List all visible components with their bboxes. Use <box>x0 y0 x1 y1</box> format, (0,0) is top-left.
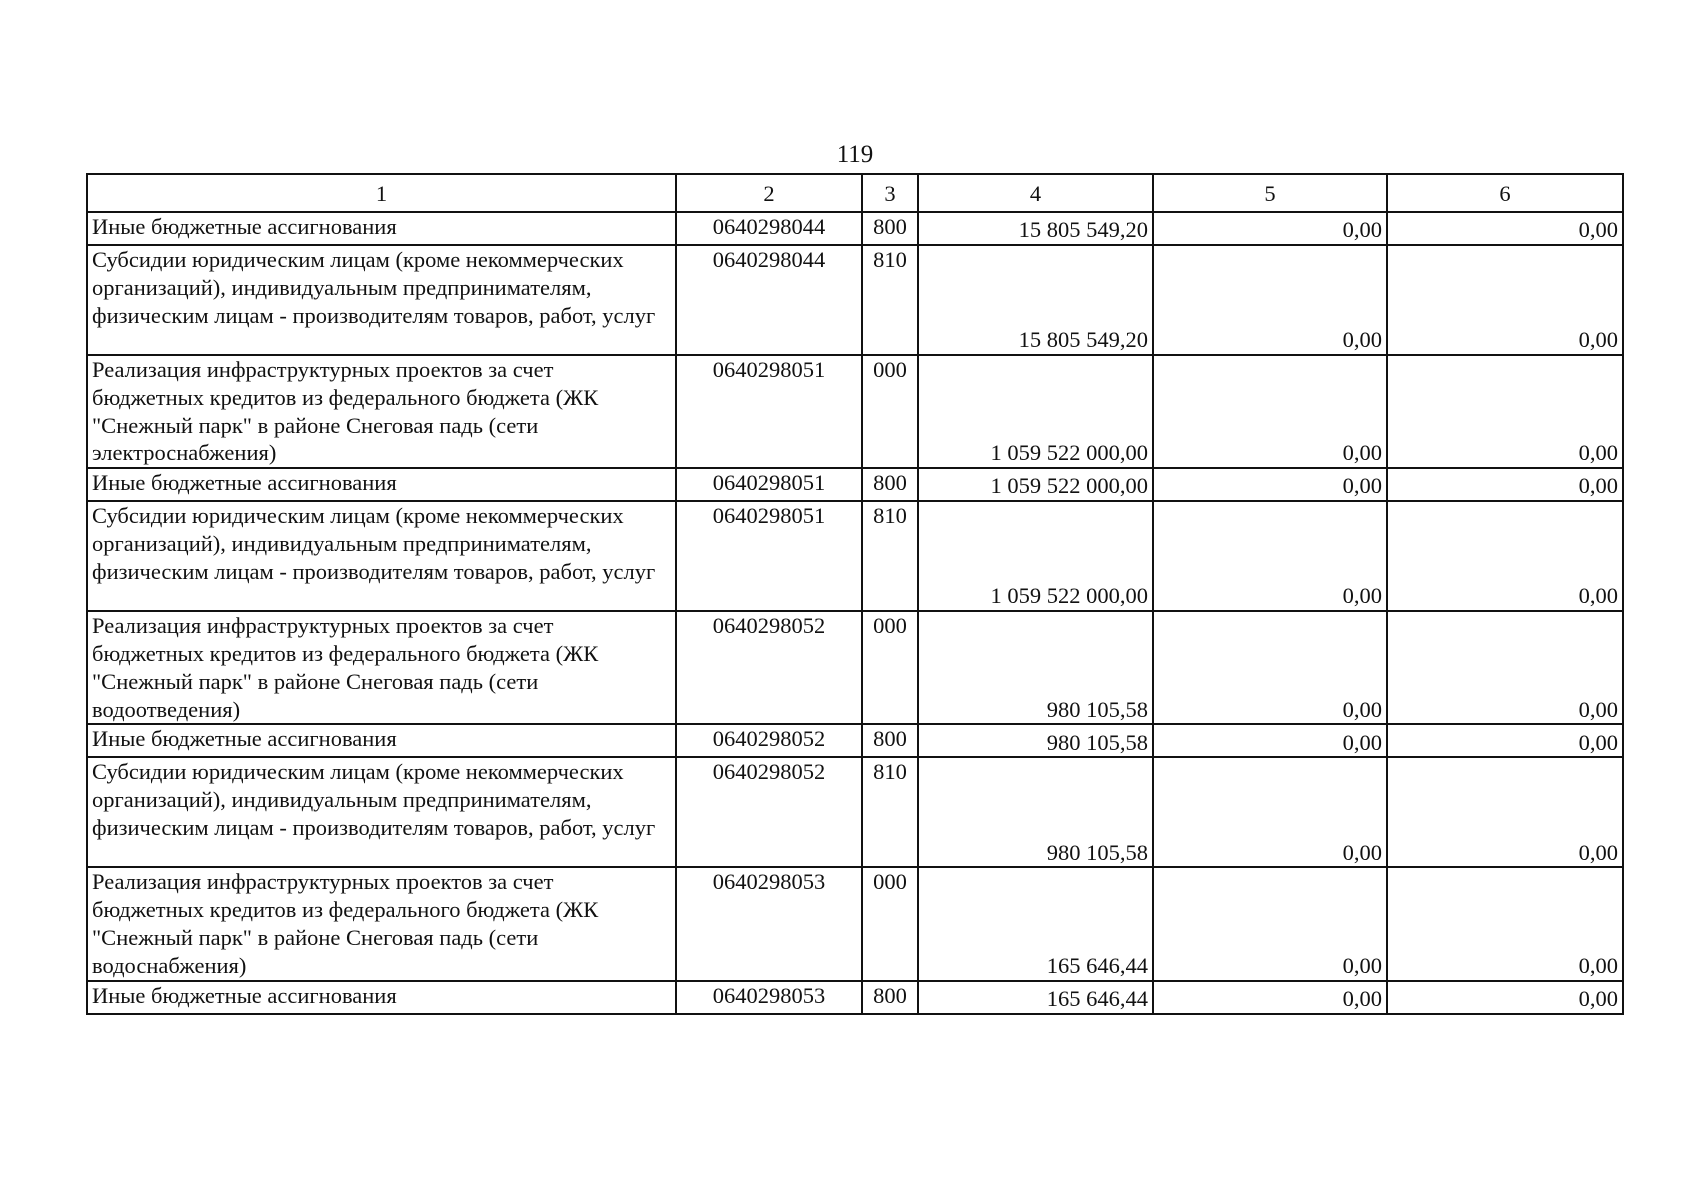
row-value-6: 0,00 <box>1387 501 1623 611</box>
row-code: 0640298051 <box>676 355 862 468</box>
row-value-4: 1 059 522 000,00 <box>918 468 1153 501</box>
header-row <box>87 174 1623 212</box>
row-code: 0640298052 <box>676 611 862 724</box>
table-row <box>87 981 1623 1014</box>
row-type: 800 <box>862 724 918 757</box>
column-header-1: 1 <box>87 174 676 212</box>
row-value-5: 0,00 <box>1153 867 1387 980</box>
row-type: 810 <box>862 245 918 355</box>
row-type: 000 <box>862 867 918 980</box>
row-code: 0640298053 <box>676 867 862 980</box>
row-type: 000 <box>862 355 918 468</box>
row-value-5: 0,00 <box>1153 245 1387 355</box>
row-value-4: 1 059 522 000,00 <box>918 355 1153 468</box>
table-row <box>87 245 1623 355</box>
table-row <box>87 867 1623 980</box>
row-value-6: 0,00 <box>1387 867 1623 980</box>
row-value-6: 0,00 <box>1387 611 1623 724</box>
row-value-5: 0,00 <box>1153 355 1387 468</box>
table-row <box>87 611 1623 724</box>
row-value-5: 0,00 <box>1153 757 1387 867</box>
row-name: Реализация инфраструктурных проектов за счет бюджетных кредитов из федерального бюджета (ЖК "Снежный парк" в районе Снеговая падь (сети электроснабжения) <box>87 355 676 468</box>
column-header-4: 4 <box>918 174 1153 212</box>
row-type: 800 <box>862 212 918 245</box>
row-code: 0640298051 <box>676 468 862 501</box>
table-row <box>87 757 1623 867</box>
column-header-5: 5 <box>1153 174 1387 212</box>
row-value-4: 1 059 522 000,00 <box>918 501 1153 611</box>
row-value-5: 0,00 <box>1153 468 1387 501</box>
row-value-4: 15 805 549,20 <box>918 212 1153 245</box>
row-value-5: 0,00 <box>1153 212 1387 245</box>
row-value-6: 0,00 <box>1387 245 1623 355</box>
row-value-6: 0,00 <box>1387 757 1623 867</box>
table-row <box>87 355 1623 468</box>
row-type: 800 <box>862 981 918 1014</box>
column-header-6: 6 <box>1387 174 1623 212</box>
row-value-4: 15 805 549,20 <box>918 245 1153 355</box>
row-code: 0640298044 <box>676 212 862 245</box>
row-name: Иные бюджетные ассигнования <box>87 724 676 757</box>
row-value-6: 0,00 <box>1387 212 1623 245</box>
row-value-6: 0,00 <box>1387 468 1623 501</box>
row-name: Иные бюджетные ассигнования <box>87 468 676 501</box>
row-name: Реализация инфраструктурных проектов за счет бюджетных кредитов из федерального бюджета (ЖК "Снежный парк" в районе Снеговая падь (сети водоотведения) <box>87 611 676 724</box>
page-number: 119 <box>836 141 874 168</box>
row-name: Субсидии юридическим лицам (кроме некоммерческих организаций), индивидуальным предпринимателям, физическим лицам - производителям товаров, работ, услуг <box>87 757 676 867</box>
table-row <box>87 501 1623 611</box>
row-code: 0640298053 <box>676 981 862 1014</box>
column-header-3: 3 <box>862 174 918 212</box>
row-code: 0640298052 <box>676 757 862 867</box>
row-value-4: 165 646,44 <box>918 867 1153 980</box>
budget-table <box>86 173 1624 1015</box>
row-name: Иные бюджетные ассигнования <box>87 212 676 245</box>
row-value-5: 0,00 <box>1153 501 1387 611</box>
row-type: 000 <box>862 611 918 724</box>
row-value-5: 0,00 <box>1153 611 1387 724</box>
row-type: 810 <box>862 501 918 611</box>
row-value-5: 0,00 <box>1153 981 1387 1014</box>
row-value-5: 0,00 <box>1153 724 1387 757</box>
row-type: 810 <box>862 757 918 867</box>
table-row <box>87 468 1623 501</box>
row-value-4: 980 105,58 <box>918 757 1153 867</box>
row-value-4: 165 646,44 <box>918 981 1153 1014</box>
row-code: 0640298052 <box>676 724 862 757</box>
row-code: 0640298044 <box>676 245 862 355</box>
row-value-6: 0,00 <box>1387 981 1623 1014</box>
table-row <box>87 724 1623 757</box>
row-name: Субсидии юридическим лицам (кроме некоммерческих организаций), индивидуальным предпринимателям, физическим лицам - производителям товаров, работ, услуг <box>87 245 676 355</box>
row-value-4: 980 105,58 <box>918 611 1153 724</box>
row-name: Реализация инфраструктурных проектов за счет бюджетных кредитов из федерального бюджета (ЖК "Снежный парк" в районе Снеговая падь (сети водоснабжения) <box>87 867 676 980</box>
row-name: Субсидии юридическим лицам (кроме некоммерческих организаций), индивидуальным предпринимателям, физическим лицам - производителям товаров, работ, услуг <box>87 501 676 611</box>
column-header-2: 2 <box>676 174 862 212</box>
table-row <box>87 212 1623 245</box>
row-name: Иные бюджетные ассигнования <box>87 981 676 1014</box>
row-code: 0640298051 <box>676 501 862 611</box>
row-type: 800 <box>862 468 918 501</box>
row-value-4: 980 105,58 <box>918 724 1153 757</box>
row-value-6: 0,00 <box>1387 724 1623 757</box>
row-value-6: 0,00 <box>1387 355 1623 468</box>
